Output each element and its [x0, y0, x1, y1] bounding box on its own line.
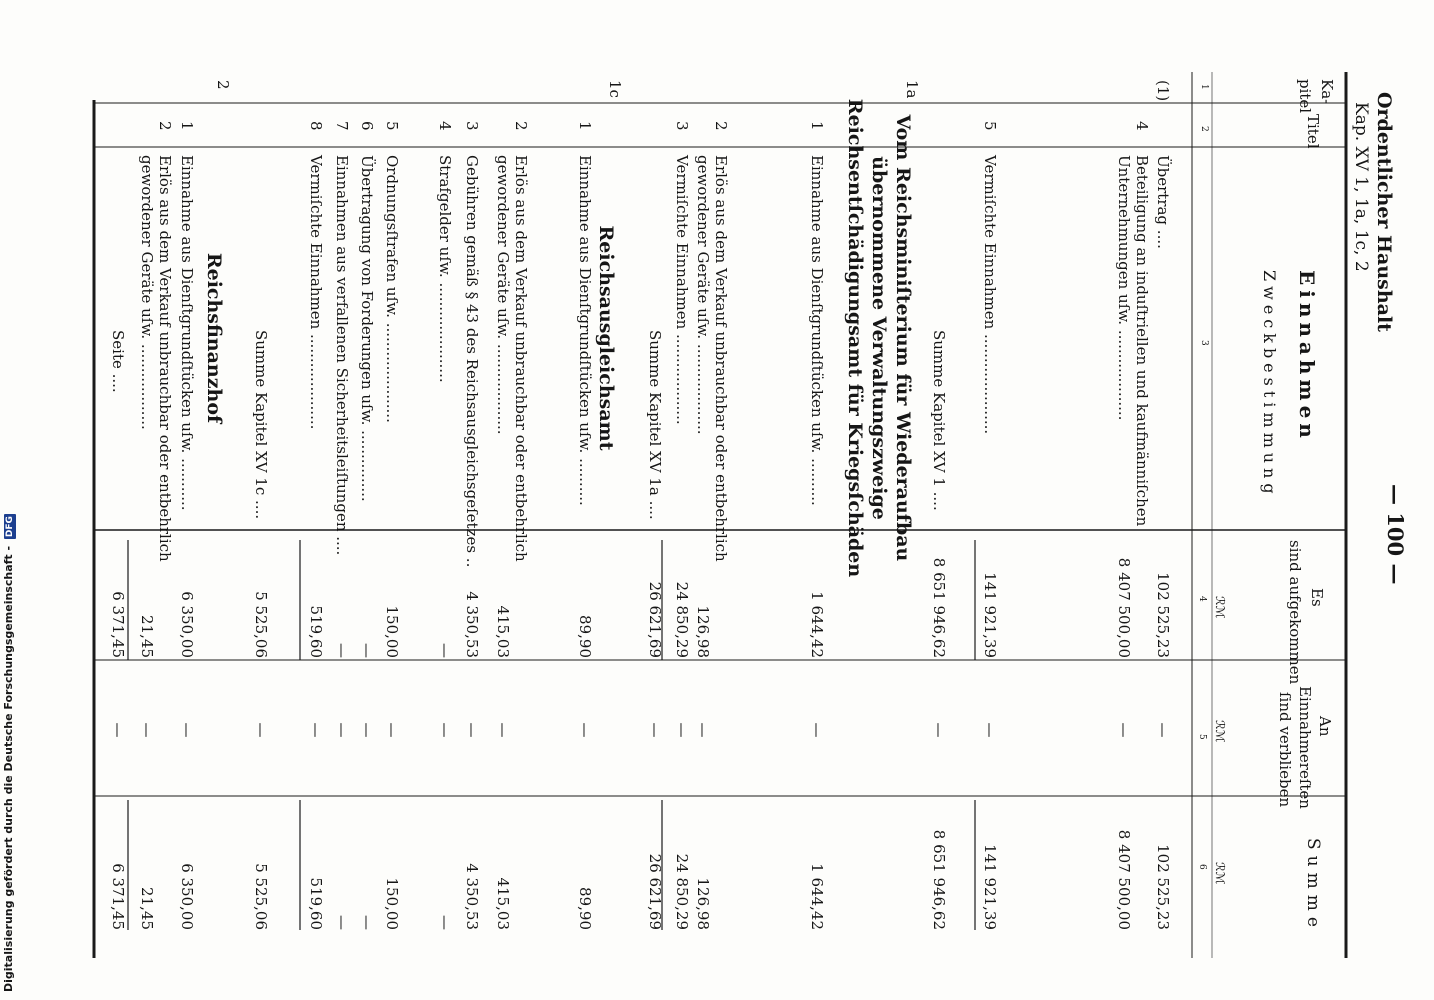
amount-aufgekommen: — — [358, 643, 376, 658]
amount-aufgekommen: 150,00 — [383, 605, 401, 658]
row-titel: 5 — [981, 121, 999, 131]
column-number-5: 5 — [1197, 734, 1207, 740]
amount-aufgekommen: 126,98 — [694, 605, 712, 658]
amount-summe: 6 350,00 — [178, 863, 196, 930]
row-text: Einnahme aus Dienſtgrundſtücken uſw. .......... — [808, 155, 826, 506]
amount-reste: — — [138, 722, 156, 738]
header-aufgekommen-2: sind aufgekommen — [1286, 540, 1304, 685]
amount-reste: — — [930, 722, 948, 738]
amount-reste: — — [333, 722, 351, 738]
amount-summe: 8 651 946,62 — [930, 829, 948, 930]
row-text: Vermiſchte Einnahmen ..................... — [981, 155, 999, 435]
amount-reste: — — [981, 722, 999, 738]
header-reste: An — [1316, 716, 1334, 737]
amount-reste: — — [109, 722, 127, 738]
amount-reste: — — [808, 722, 826, 738]
row-titel: 5 — [383, 121, 401, 131]
row-heading: Vom Reichsminiſterium für Wiederaufbau — [892, 114, 914, 562]
row-text: Übertragung von Forderungen uſw. ............... — [358, 155, 376, 502]
amount-aufgekommen: 102 525,23 — [1154, 572, 1172, 658]
amount-summe: 102 525,23 — [1154, 844, 1172, 930]
header-titel: Titel — [1304, 114, 1322, 149]
amount-aufgekommen: 5 525,06 — [252, 591, 270, 658]
row-text: gewordener Geräte uſw. ................... — [694, 155, 712, 435]
row-text: Erlös aus dem Verkauf unbrauchbar oder entbehrlich — [712, 155, 730, 562]
currency-label-4: ℛℳ — [1213, 596, 1227, 619]
amount-aufgekommen: 89,90 — [576, 615, 594, 658]
currency-label-6: ℛℳ — [1213, 862, 1227, 885]
amount-aufgekommen: — — [333, 643, 351, 658]
header-reste-2: Einnahmereſten — [1296, 686, 1314, 809]
amount-reste: — — [436, 722, 454, 738]
amount-aufgekommen: 24 850,29 — [673, 581, 691, 658]
row-titel: 4 — [1133, 121, 1151, 131]
row-text: Vermiſchte Einnahmen ................... — [673, 155, 691, 425]
amount-summe: 6 371,45 — [109, 863, 127, 930]
row-text: Übertrag .... — [1154, 155, 1172, 249]
amount-reste: — — [576, 722, 594, 738]
amount-summe: 415,03 — [494, 877, 512, 930]
amount-summe: 1 644,42 — [808, 863, 826, 930]
amount-reste: — — [383, 722, 401, 738]
amount-aufgekommen: 8 407 500,00 — [1115, 557, 1133, 658]
row-text: Einnahme aus Dienſtgrundſtücken uſw. ........... — [178, 155, 196, 511]
summary-label: Summe Kapitel XV 1 .... — [930, 330, 948, 511]
row-kapitel: 2 — [214, 80, 232, 90]
amount-aufgekommen: 8 651 946,62 — [930, 557, 948, 658]
row-titel: 2 — [512, 121, 530, 131]
currency-label-5: ℛℳ — [1213, 720, 1227, 743]
row-titel: 1 — [576, 121, 594, 131]
row-text: Ordnungsſtrafen uſw. ..................... — [383, 155, 401, 423]
row-kapitel: 1c — [606, 80, 624, 98]
row-text: Gebühren gemäß § 43 des Reichsausgleichsgeſetzes .. — [463, 155, 481, 568]
header-kapitel-2: pitel — [1296, 79, 1314, 114]
funding-text: Digitalisierung gefördert durch die Deutsche Forschungsgemeinschaft - — [2, 545, 15, 992]
amount-reste: — — [358, 722, 376, 738]
row-text: Strafgelder uſw. ..................... — [436, 155, 454, 383]
row-heading: Reichsausgleichsamt — [595, 225, 617, 451]
row-titel: 2 — [156, 121, 174, 131]
row-heading: übernommene Verwaltungszweige — [868, 156, 890, 520]
row-text: Beteiligung an induſtriellen und kaufmänniſchen — [1133, 155, 1151, 527]
page-title: Ordentlicher Haushalt — [1373, 92, 1395, 332]
amount-summe: 519,60 — [307, 877, 325, 930]
column-number-2: 2 — [1199, 126, 1209, 132]
header-summe: Summe — [1303, 838, 1323, 933]
amount-summe: 8 407 500,00 — [1115, 829, 1133, 930]
row-titel: 2 — [712, 121, 730, 131]
row-kapitel: (1) — [1154, 80, 1172, 102]
amount-aufgekommen: 141 921,39 — [981, 572, 999, 658]
row-text: Vermiſchte Einnahmen .................... — [307, 155, 325, 430]
amount-aufgekommen: 26 621,69 — [646, 581, 664, 658]
amount-summe: 141 921,39 — [981, 844, 999, 930]
amount-reste: — — [463, 722, 481, 738]
header-reste-3: ſind verblieben — [1276, 692, 1294, 808]
row-text: gewordener Geräte uſw. ................... — [494, 155, 512, 435]
amount-reste: — — [307, 722, 325, 738]
row-titel: 8 — [307, 121, 325, 131]
amount-aufgekommen: 519,60 — [307, 605, 325, 658]
summary-label: Seite .... — [109, 330, 127, 393]
amount-aufgekommen: 1 644,42 — [808, 591, 826, 658]
amount-reste: — — [694, 722, 712, 738]
header-aufgekommen: Es — [1308, 588, 1326, 607]
header-zweckbestimmung: Zweckbestimmung — [1260, 270, 1279, 499]
summary-label: Summe Kapitel XV 1a .... — [646, 330, 664, 520]
row-text: Erlös aus dem Verkauf unbrauchbar oder entbehrlich — [156, 155, 174, 562]
amount-summe: — — [333, 915, 351, 930]
amount-summe: 5 525,06 — [252, 863, 270, 930]
row-titel: 6 — [358, 121, 376, 131]
amount-aufgekommen: 6 371,45 — [109, 591, 127, 658]
page-subtitle: Kap. XV 1, 1a, 1c, 2 — [1351, 102, 1371, 272]
amount-aufgekommen: 21,45 — [138, 615, 156, 658]
row-text: Unternehmungen uſw. ................... — [1115, 155, 1133, 421]
row-titel: 4 — [436, 121, 454, 131]
row-text: Einnahme aus Dienſtgrundſtücken uſw. .......... — [576, 155, 594, 506]
row-text: Erlös aus dem Verkauf unbrauchbar oder entbehrlich — [512, 155, 530, 562]
amount-reste: — — [1115, 722, 1133, 738]
summary-label: Summe Kapitel XV 1c .... — [252, 330, 270, 520]
amount-summe: 4 350,53 — [463, 863, 481, 930]
amount-summe: — — [358, 915, 376, 930]
header-kapitel: Ka- — [1318, 79, 1336, 105]
row-text: gewordener Geräte uſw. .................. — [138, 155, 156, 430]
page-number: — 100 — — [1383, 484, 1408, 585]
row-titel: 7 — [333, 121, 351, 131]
column-number-4: 4 — [1197, 596, 1207, 602]
column-number-6: 6 — [1197, 864, 1207, 870]
amount-summe: — — [436, 915, 454, 930]
row-text: Einnahmen aus verfallenen Sicherheitsleiſtungen .... — [333, 155, 351, 556]
amount-reste: — — [646, 722, 664, 738]
amount-summe: 24 850,29 — [673, 853, 691, 930]
row-titel: 3 — [673, 121, 691, 131]
amount-aufgekommen: 415,03 — [494, 605, 512, 658]
column-number-3: 3 — [1199, 340, 1209, 346]
row-heading: Reichsentſchädigungsamt für Kriegsſchäden — [844, 98, 866, 578]
amount-summe: 126,98 — [694, 877, 712, 930]
amount-reste: — — [252, 722, 270, 738]
amount-reste: — — [673, 722, 691, 738]
amount-summe: 21,45 — [138, 887, 156, 930]
amount-aufgekommen: 6 350,00 — [178, 591, 196, 658]
amount-summe: 150,00 — [383, 877, 401, 930]
amount-aufgekommen: 4 350,53 — [463, 591, 481, 658]
row-titel: 1 — [178, 121, 196, 131]
dfg-logo: DFG — [5, 516, 15, 538]
row-titel: 3 — [463, 121, 481, 131]
amount-summe: 89,90 — [576, 887, 594, 930]
amount-reste: — — [178, 722, 196, 738]
column-number-1: 1 — [1199, 84, 1209, 90]
row-heading: Reichsfinanzhof — [203, 252, 225, 424]
amount-reste: — — [494, 722, 512, 738]
amount-reste: — — [1154, 722, 1172, 738]
row-kapitel: 1a — [903, 80, 921, 99]
row-titel: 1 — [808, 121, 826, 131]
header-einnahmen: Einnahmen — [1295, 270, 1319, 443]
amount-aufgekommen: — — [436, 643, 454, 658]
amount-summe: 26 621,69 — [646, 853, 664, 930]
